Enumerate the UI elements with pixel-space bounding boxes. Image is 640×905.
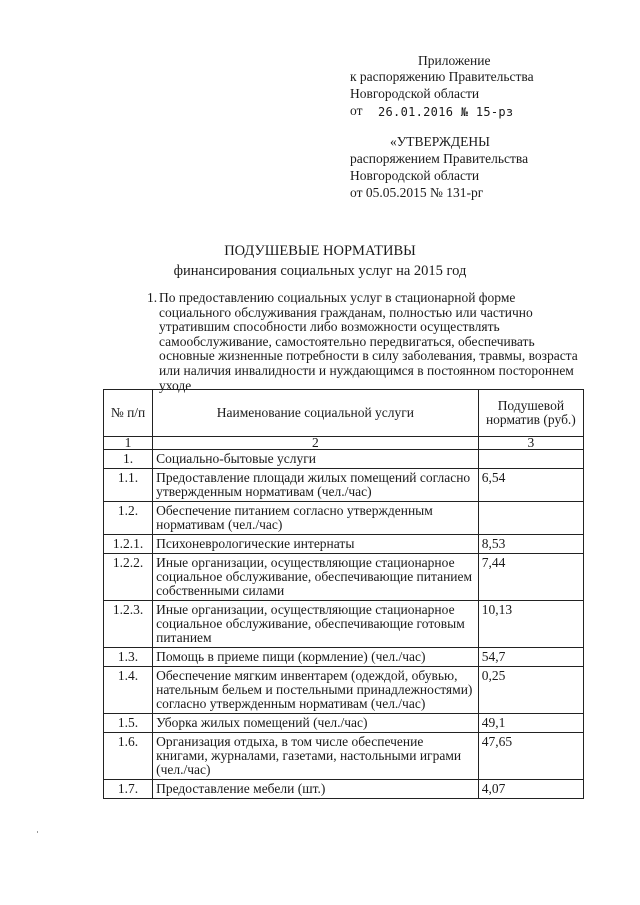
table-row: [104, 648, 584, 667]
header-norm: Подушевой норматив (руб.): [478, 390, 583, 437]
table-row: [104, 780, 584, 799]
table-row: [104, 667, 584, 714]
column-number: 2: [153, 437, 479, 450]
row-number: 1.1.: [104, 469, 153, 502]
approved-heading: «УТВЕРЖДЕНЫ: [390, 134, 490, 149]
row-service-name: Иные организации, осуществляющие стационарное социальное обслуживание, обеспечивающие готовым питанием: [153, 601, 479, 648]
row-number: 1.3.: [104, 648, 153, 667]
intro-paragraph: [147, 291, 587, 393]
row-number: 1.6.: [104, 733, 153, 780]
table-row: [104, 469, 584, 502]
header-service-name: Наименование социальной услуги: [153, 390, 479, 437]
table-row: [104, 554, 584, 601]
row-number: 1.2.3.: [104, 601, 153, 648]
row-number: 1.2.2.: [104, 554, 153, 601]
row-service-name: Организация отдыха, в том числе обеспечение книгами, журналами, газетами, настольными играми (чел./час): [153, 733, 479, 780]
approved-region: Новгородской области: [350, 168, 480, 183]
intro-number: 1.: [147, 290, 158, 305]
row-service-name: Помощь в приеме пищи (кормление) (чел./час): [153, 648, 479, 667]
row-number: 1.7.: [104, 780, 153, 799]
table-column-numbers-row: [104, 437, 584, 450]
row-service-name: Предоставление площади жилых помещений согласно утвержденным нормативам (чел./час): [153, 469, 479, 502]
document-subtitle: финансирования социальных услуг на 2015 год: [173, 263, 467, 279]
row-norm-value: 49,1: [478, 714, 583, 733]
row-service-name: Предоставление мебели (шт.): [153, 780, 479, 799]
row-service-name: Социально-бытовые услуги: [153, 450, 479, 469]
appendix-date-prefix: от: [350, 103, 363, 118]
column-number: 3: [478, 437, 583, 450]
norms-table: [103, 389, 584, 799]
row-norm-value: 7,44: [478, 554, 583, 601]
row-norm-value: 6,54: [478, 469, 583, 502]
row-service-name: Уборка жилых помещений (чел./час): [153, 714, 479, 733]
column-number: 1: [104, 437, 153, 450]
row-norm-value: [478, 502, 583, 535]
intro-text: По предоставлению социальных услуг в стационарной форме социального обслуживания гражданам, полностью или частично утратившим способности либо возможности осуществлять самообслуживание, самостоятельно передвигаться, обеспечивать основные жизненные потребности в силу заболевания, травмы, возраста или наличия инвалидности и нуждающимся в постоянном постороннем уходе: [159, 290, 578, 393]
row-norm-value: 47,65: [478, 733, 583, 780]
row-norm-value: 4,07: [478, 780, 583, 799]
table-row: [104, 450, 584, 469]
row-service-name: Обеспечение мягким инвентарем (одеждой, обувью, нательным бельем и постельными принадлежностями) согласно утвержденным нормативам (чел./час): [153, 667, 479, 714]
table-row: [104, 535, 584, 554]
row-norm-value: [478, 450, 583, 469]
table-row: [104, 601, 584, 648]
row-number: 1.4.: [104, 667, 153, 714]
row-number: 1.5.: [104, 714, 153, 733]
table-row: [104, 502, 584, 535]
table-row: [104, 733, 584, 780]
row-service-name: Обеспечение питанием согласно утвержденным нормативам (чел./час): [153, 502, 479, 535]
row-number: 1.2.: [104, 502, 153, 535]
row-norm-value: 54,7: [478, 648, 583, 667]
scan-speck: [37, 831, 38, 833]
appendix-word: Приложение: [418, 53, 491, 68]
row-norm-value: 0,25: [478, 667, 583, 714]
approved-date: от 05.05.2015 № 131-рг: [350, 185, 484, 200]
row-service-name: Иные организации, осуществляющие стационарное социальное обслуживание, обеспечивающие питанием собственными силами: [153, 554, 479, 601]
appendix-date-handwritten: 26.01.2016 № 15-рз: [378, 105, 514, 119]
row-number: 1.2.1.: [104, 535, 153, 554]
table-header-row: [104, 390, 584, 437]
appendix-to: к распоряжению Правительства: [350, 69, 534, 84]
row-norm-value: 10,13: [478, 601, 583, 648]
approved-by: распоряжением Правительства: [350, 151, 529, 166]
row-service-name: Психоневрологические интернаты: [153, 535, 479, 554]
appendix-region: Новгородской области: [350, 86, 480, 101]
document-title: ПОДУШЕВЫЕ НОРМАТИВЫ: [224, 243, 416, 259]
header-number: № п/п: [104, 390, 153, 437]
table-row: [104, 714, 584, 733]
row-number: 1.: [104, 450, 153, 469]
row-norm-value: 8,53: [478, 535, 583, 554]
